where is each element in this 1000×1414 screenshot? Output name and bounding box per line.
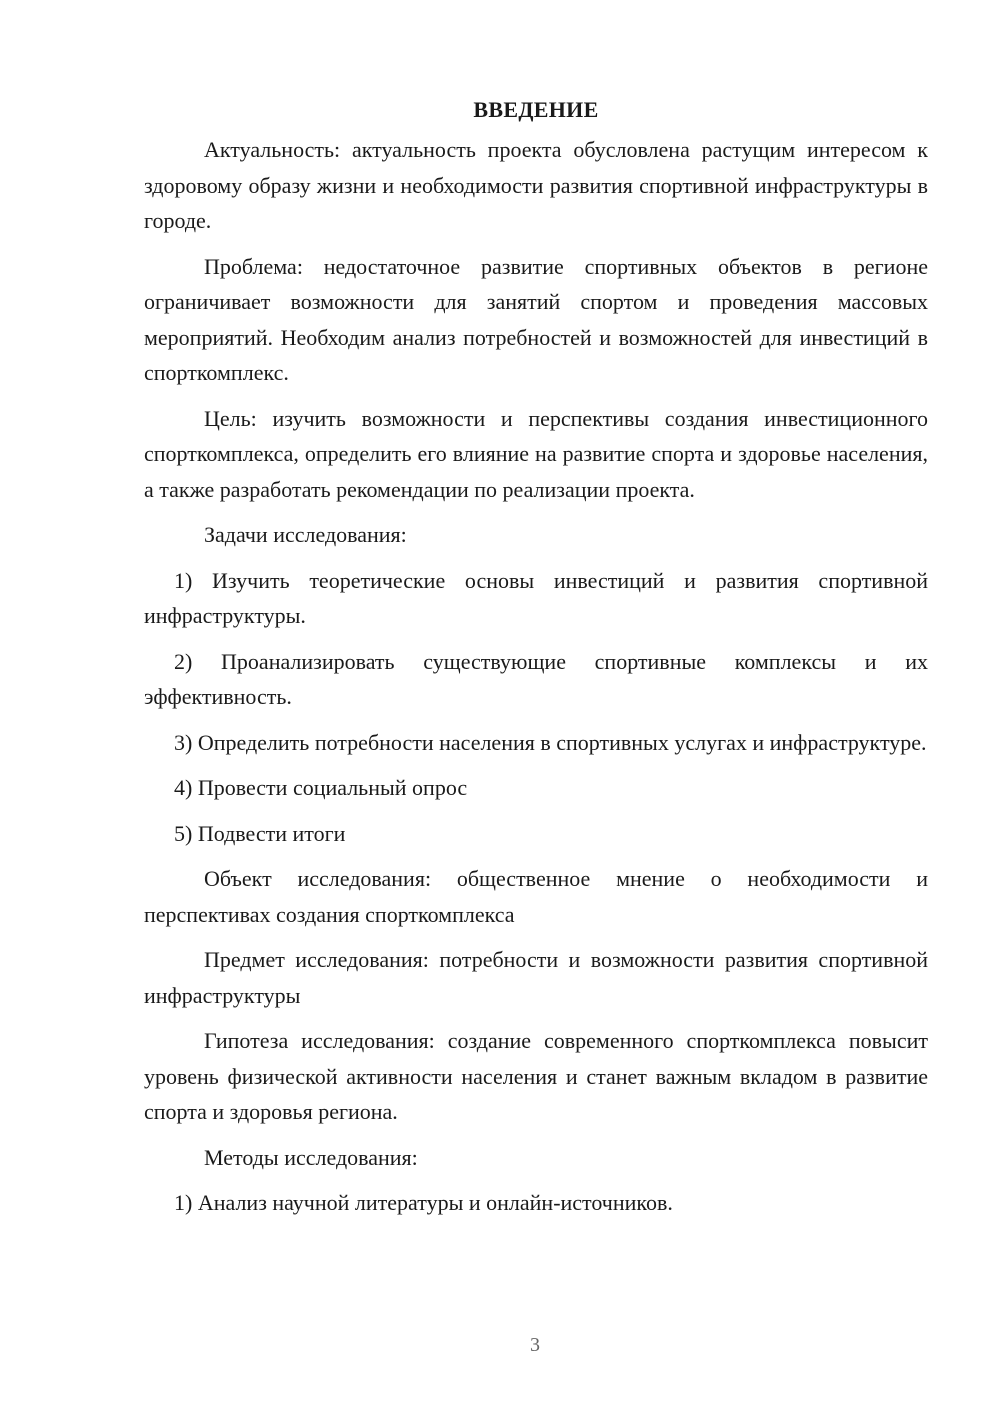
document-body — [144, 92, 928, 1231]
task-item-3: 3) Определить потребности населения в спортивных услугах и инфраструктуре. — [174, 729, 927, 755]
methods-heading: Методы исследования: — [204, 1144, 418, 1170]
problem-paragraph: Проблема: недостаточное развитие спортивных объектов в регионе ограничивает возможности для занятий спортом и проведения массовых мероприятий. Необходим анализ потребностей и возможностей для инвестиций в спорткомплекс. — [144, 253, 928, 385]
relevance-paragraph: Актуальность: актуальность проекта обусловлена растущим интересом к здоровому образу жизни и необходимости развития спортивной инфраструктуры в городе. — [144, 137, 928, 233]
method-item-1: 1) Анализ научной литературы и онлайн-источников. — [174, 1190, 673, 1215]
tasks-heading: Задачи исследования: — [204, 522, 407, 547]
goal-paragraph: Цель: изучить возможности и перспективы создания инвестиционного спорткомплекса, определить его влияние на развитие спорта и здоровье населения, а также разработать рекомендации по реализации проекта. — [144, 405, 928, 502]
page-number: 3 — [530, 1334, 540, 1356]
research-object-paragraph: Объект исследования: общественное мнение о необходимости и перспективах создания спорткомплекса — [144, 866, 928, 927]
task-item-2: 2) Проанализировать существующие спортивные комплексы и их эффективность. — [144, 648, 928, 709]
hypothesis-paragraph: Гипотеза исследования: создание современного спорткомплекса повысит уровень физической активности населения и станет важным вкладом в развитие спорта и здоровья региона. — [144, 1028, 928, 1124]
section-title: ВВЕДЕНИЕ — [473, 97, 599, 122]
task-item-4: 4) Провести социальный опрос — [174, 775, 468, 800]
task-item-5: 5) Подвести итоги — [174, 820, 346, 846]
research-subject-paragraph: Предмет исследования: потребности и возможности развития спортивной инфраструктуры — [144, 947, 928, 1008]
task-item-1: 1) Изучить теоретические основы инвестиций и развития спортивной инфраструктуры. — [144, 567, 928, 628]
